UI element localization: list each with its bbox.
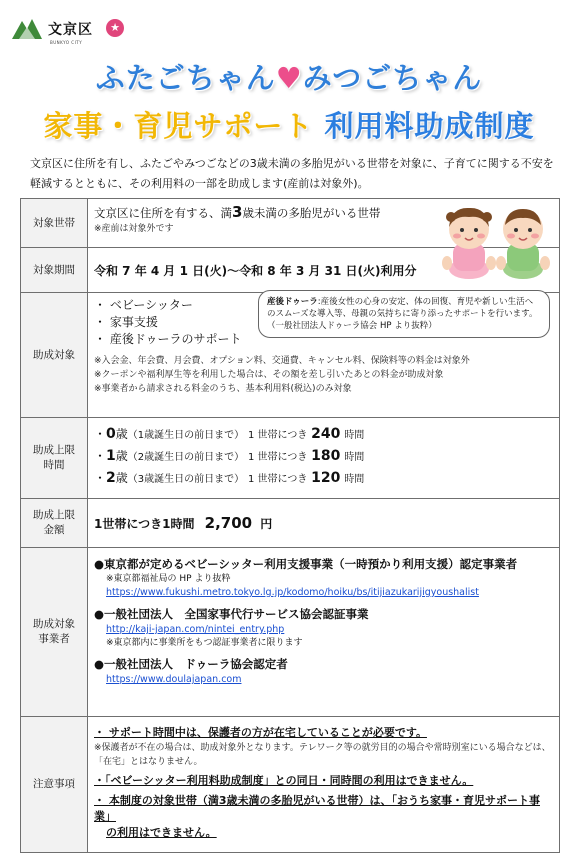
intro-line-2: 軽減するとともに、その利用料の一部を助成します(産前は対象外)。 — [30, 177, 369, 190]
bunkyo-logo — [10, 9, 140, 45]
title-line-1 — [0, 56, 578, 97]
hours-list — [94, 424, 553, 490]
label-hours-1: 助成上限 — [33, 444, 75, 456]
amount-value: 2,700 — [204, 514, 253, 532]
period-text: 令和 7 年 4 月 1 日(火)～令和 8 年 3 月 31 日(火)利用分 — [88, 248, 560, 293]
twins-illustration — [435, 203, 551, 279]
label-providers — [21, 548, 88, 717]
service-item-babysitter: ・ ベビーシッター — [94, 298, 193, 312]
table-row-amount — [21, 499, 560, 548]
target-text-a: 文京区に住所を有する、満 — [94, 206, 232, 220]
label-period: 対象期間 — [21, 248, 88, 293]
org1-link[interactable]: https://www.fukushi.metro.tokyo.lg.jp/kodomo/hoiku/bs/itijiazukarijigyoushalist — [106, 587, 479, 598]
content-caution — [88, 717, 560, 853]
bunkyo-mark-icon — [10, 15, 44, 41]
table-row-target — [21, 199, 560, 248]
content-providers — [88, 548, 560, 717]
label-providers-2: 事業者 — [38, 633, 70, 645]
org3-link[interactable]: https://www.doulajapan.com — [106, 674, 242, 685]
service-item-housework: ・ 家事支援 — [94, 315, 158, 329]
intro-line-1: 文京区に住所を有し、ふたごやみつごなどの3歳未満の多胎児がいる世帯を対象に、子育てに関する不安を — [30, 157, 554, 170]
service-note-3: ※事業者から請求される料金のうち、基本利用料(税込)のみ対象 — [94, 384, 352, 394]
label-hours-2: 時間 — [43, 459, 65, 471]
label-amount-2: 金額 — [43, 524, 65, 536]
doula-description: :産後女性の心身の安定、体の回復、育児や新しい生活へのスムーズな導入等、母親の気持ちに寄り添ったサポートを行います。（一般社団法人ドゥーラ協会 HP より抜粋） — [267, 297, 538, 331]
heart-icon: ♥ — [275, 61, 303, 95]
doula-callout — [258, 290, 550, 338]
table-row-providers — [21, 548, 560, 717]
org3-heading: ●一般社団法人 ドゥーラ協会認定者 — [94, 657, 288, 671]
org2-note: ※東京都内に事業所をもつ認証事業者に限ります — [106, 638, 303, 648]
caution-item-2: ・「ベビーシッター利用料助成制度」との同日・同時間の利用はできません。 — [94, 774, 474, 787]
label-target: 対象世帯 — [21, 199, 88, 248]
label-amount — [21, 499, 88, 548]
caution-item-1: ・ サポート時間中は、保護者の方が在宅していることが必要です。 — [94, 726, 427, 739]
org2-link[interactable]: http://kaji-japan.com/nintei_entry.php — [106, 624, 285, 635]
table-row-caution — [21, 717, 560, 853]
service-note-1: ※入会金、年会費、月会費、オプション料、交通費、キャンセル料、保険料等の料金は対象外 — [94, 356, 470, 366]
content-target — [88, 199, 560, 248]
hours-item-age0: ・0歳（1歳誕生日の前日まで） 1 世帯につき 240 時間 — [94, 426, 365, 442]
amount-unit: 円 — [260, 517, 273, 531]
caution-item-1-note: ※保護者が不在の場合は、助成対象外となります。テレワーク等の就労目的の場合や常時別室にいる場合などは、「在宅」とはなりません。 — [94, 743, 551, 767]
title-subsidy: 利用料助成制度 — [324, 109, 535, 143]
content-amount — [88, 499, 560, 548]
hours-item-age1: ・1歳（2歳誕生日の前日まで） 1 世帯につき 180 時間 — [94, 448, 365, 464]
hours-item-age2: ・2歳（3歳誕生日の前日まで） 1 世帯につき 120 時間 — [94, 470, 365, 486]
doula-title: 産後ドゥーラ — [267, 297, 318, 307]
amount-text: 1世帯につき1時間 — [94, 517, 195, 531]
target-text-b: 歳未満の多胎児がいる世帯 — [242, 206, 381, 220]
target-age: 3 — [232, 203, 243, 221]
title-support: 家事・育児サポート — [43, 109, 314, 143]
label-hours — [21, 418, 88, 499]
label-services: 助成対象 — [21, 293, 88, 418]
logo-text: 文京区 — [48, 22, 93, 38]
org1-note: ※東京都福祉局の HP より抜粋 — [106, 574, 231, 584]
content-hours — [88, 418, 560, 499]
org1-heading: ●東京都が定めるベビーシッター利用支援事業（一時預かり利用支援）認定事業者 — [94, 557, 518, 571]
title-futago: ふたごちゃん — [95, 61, 276, 95]
target-note: ※産前は対象外です — [94, 224, 174, 234]
label-caution: 注意事項 — [21, 717, 88, 853]
logo-star-icon: ★ — [106, 19, 124, 37]
title-line-2 — [0, 104, 578, 145]
table-row-hours — [21, 418, 560, 499]
caution-item-3a: ・ 本制度の対象世帯（満3歳未満の多胎児がいる世帯）は、「おうち家事・育児サポート事業」 — [94, 794, 540, 823]
service-item-doula: ・ 産後ドゥーラのサポート — [94, 332, 242, 346]
label-providers-1: 助成対象 — [33, 618, 75, 630]
logo-subtext: BUNKYO CITY — [50, 40, 83, 45]
service-note-2: ※クーポンや福利厚生等を利用した場合は、その額を差し引いたあとの料金が助成対象 — [94, 370, 444, 380]
intro-paragraph — [30, 154, 558, 194]
label-amount-1: 助成上限 — [33, 509, 75, 521]
title-mitsugo: みつごちゃん — [302, 61, 483, 95]
caution-item-3b: の利用はできません。 — [106, 826, 217, 839]
org2-heading: ●一般社団法人 全国家事代行サービス協会認証事業 — [94, 607, 369, 621]
